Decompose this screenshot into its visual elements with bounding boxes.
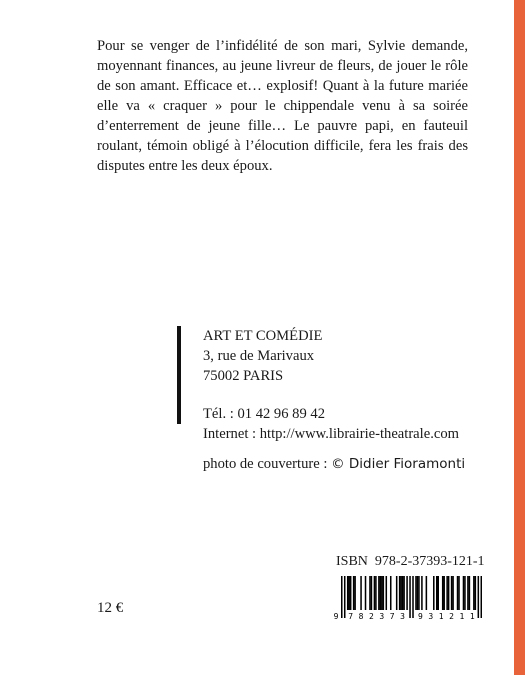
- barcode-bar: [426, 576, 428, 610]
- publisher-name: ART ET COMÉDIE: [203, 328, 323, 344]
- photo-credit: [203, 454, 465, 474]
- barcode-bar: [378, 576, 380, 610]
- barcode-bar: [469, 576, 471, 610]
- barcode-bar: [399, 576, 401, 610]
- barcode-bar: [371, 576, 373, 610]
- barcode-bar: [463, 576, 465, 610]
- barcode-bar: [481, 576, 482, 618]
- barcode-bar: [433, 576, 435, 610]
- isbn-barcode: [332, 576, 482, 620]
- barcode-bar: [365, 576, 367, 610]
- barcode-bar: [386, 576, 388, 610]
- barcode-bar: [412, 576, 414, 618]
- barcode-bar: [442, 576, 444, 610]
- isbn-label: ISBN: [336, 554, 368, 569]
- isbn: [336, 553, 485, 571]
- barcode-bar: [360, 576, 362, 610]
- barcode-bar: [415, 576, 417, 610]
- synopsis-block: [97, 36, 468, 176]
- barcode-bar: [403, 576, 405, 610]
- barcode-bar: [418, 576, 420, 610]
- barcode-bar: [383, 576, 385, 610]
- barcode-bar: [375, 576, 377, 610]
- barcode-bar: [369, 576, 371, 610]
- barcode-bar: [437, 576, 439, 610]
- barcode-bar: [353, 576, 355, 610]
- barcode-digit: 2: [369, 612, 374, 620]
- barcode-bar: [446, 576, 448, 610]
- photo-credit-label: photo de couverture :: [203, 456, 328, 472]
- barcode-digit: 1: [469, 612, 475, 620]
- barcode-digit: 1: [459, 612, 465, 620]
- barcode-bar: [467, 576, 469, 610]
- spine-stripe: [514, 0, 525, 675]
- barcode-bar: [417, 576, 419, 610]
- barcode-bar: [374, 576, 376, 610]
- barcode-digit: 3: [379, 612, 385, 620]
- barcode-bar: [451, 576, 453, 610]
- barcode-bar: [390, 576, 392, 610]
- barcode-bar: [381, 576, 383, 610]
- barcode-digit: 7: [389, 612, 395, 620]
- barcode-bar: [348, 576, 350, 610]
- publisher-info: [203, 326, 503, 444]
- publisher-website[interactable]: Internet : http://www.librairie-theatrale.com: [203, 426, 459, 442]
- barcode-bar: [478, 576, 480, 618]
- barcode-digit: 9: [417, 612, 423, 620]
- barcode-bar: [341, 576, 343, 618]
- barcode-bar: [448, 576, 450, 610]
- barcode-digit: 9: [333, 612, 339, 620]
- barcode-digit: 8: [358, 612, 364, 620]
- barcode-bar: [443, 576, 445, 610]
- publisher-accent-bar: [177, 326, 181, 424]
- barcode-bar: [409, 576, 411, 618]
- barcode-bar: [421, 576, 423, 610]
- barcode-digit: 3: [400, 612, 406, 620]
- photo-credit-value: © Didier Fioramonti: [331, 456, 466, 472]
- barcode-bar: [350, 576, 352, 610]
- barcode-bar: [458, 576, 460, 610]
- barcode-bar: [406, 576, 408, 610]
- publisher-city: 75002 PARIS: [203, 368, 284, 384]
- barcode-bar: [347, 576, 349, 610]
- barcode-bar: [354, 576, 356, 610]
- barcode-bar: [400, 576, 402, 610]
- isbn-number: 978-2-37393-121-1: [374, 554, 485, 569]
- barcode-digit: 3: [428, 612, 434, 620]
- barcode-bar: [473, 576, 475, 610]
- barcode-bar: [452, 576, 454, 610]
- barcode-digit: 2: [449, 612, 454, 620]
- publisher-phone: Tél. : 01 42 96 89 42: [203, 406, 326, 422]
- synopsis-text: Pour se venger de l’infidélité de son mari, Sylvie demande, moyennant finances, au jeune livreur de fleurs, de jouer le rôle de son amant. Efficace et… explosif! Quant à la future mariée elle va « craquer » pour le chippendale venu à sa soirée d’enterrement de jeune fille… Le pauvre papi, en fauteuil roulant, témoin obligé à l’élocution difficile, fera les frais des disputes entre les deux époux.: [97, 38, 468, 174]
- barcode-bar: [344, 576, 346, 618]
- barcode-bar: [464, 576, 466, 610]
- barcode-bar: [380, 576, 382, 610]
- barcode-bar: [402, 576, 404, 610]
- publisher-street: 3, rue de Marivaux: [203, 348, 315, 364]
- price: 12 €: [97, 600, 124, 616]
- barcode-bar: [436, 576, 438, 610]
- barcode-bar: [396, 576, 398, 610]
- barcode-bar: [457, 576, 459, 610]
- barcode-digit: 7: [348, 612, 354, 620]
- barcode-graphic: [332, 576, 482, 620]
- barcode-bar: [475, 576, 477, 610]
- barcode-digit: 1: [438, 612, 444, 620]
